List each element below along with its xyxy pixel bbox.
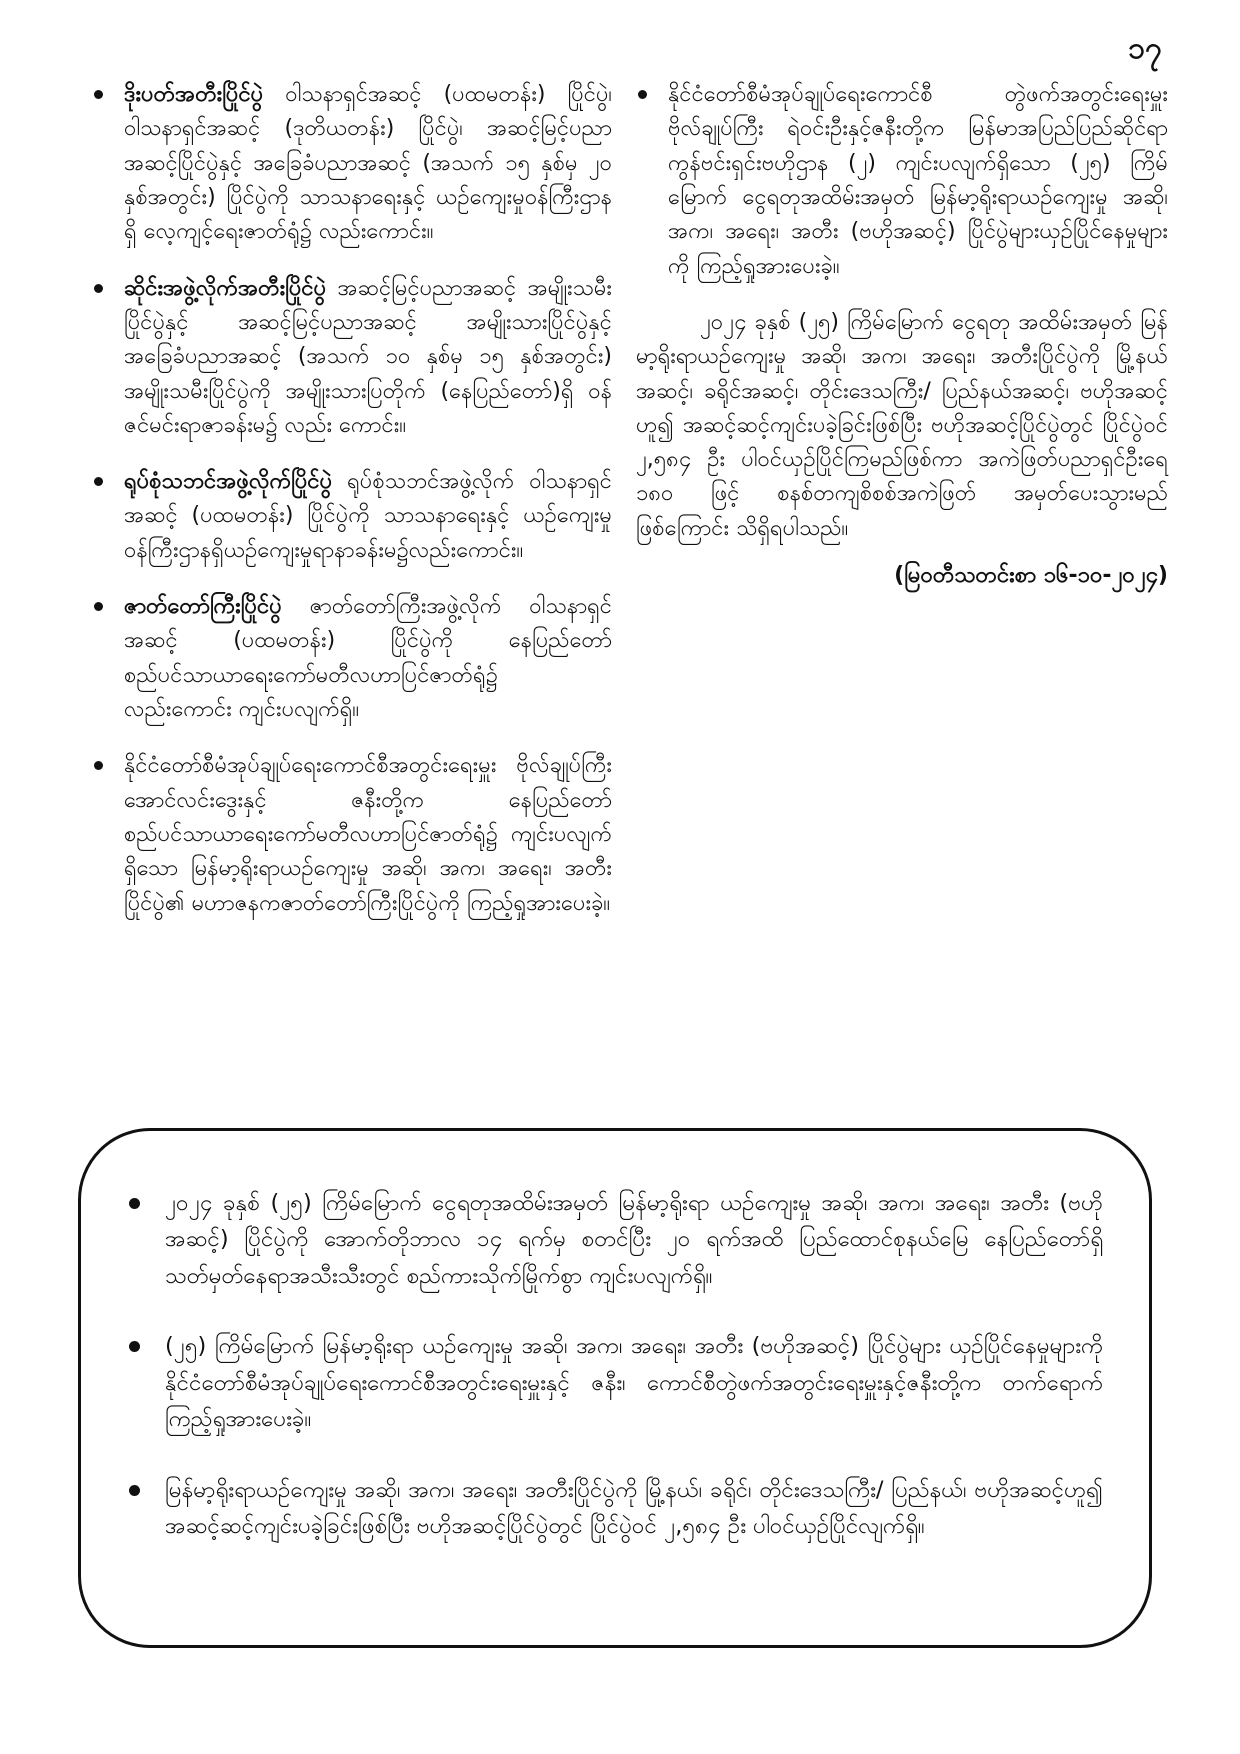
summary-item — [121, 1472, 1103, 1545]
body-paragraph: ၂၀၂၄ ခုနှစ် (၂၅) ကြိမ်မြောက် ငွေရတု အထိမ်းအမှတ် မြန်မာ့ရိုးရာယဉ်ကျေးမှု အဆို၊ အက၊ အရေး၊ အတီးပြိုင်ပွဲကို မြို့နယ်အဆင့်၊ ခရိုင်အဆင့်၊ တိုင်းဒေသကြီး/ ပြည်နယ်အဆင့်၊ ဗဟိုအဆင့်ဟူ၍ အဆင့်ဆင့်ကျင်းပခဲ့ခြင်းဖြစ်ပြီး ဗဟိုအဆင့်ပြိုင်ပွဲတွင် ပြိုင်ပွဲဝင် ၂,၅၈၄ ဦး ပါဝင်ယှဉ်ပြိုင်ကြမည်ဖြစ်ကာ အကဲဖြတ်ပညာရှင်ဦးရေ ၁၈၀ ဖြင့် စနစ်တကျစိစစ်အကဲဖြတ် အမှတ်ပေးသွားမည်ဖြစ်ကြောင်း သိရှိရပါသည်။ — [636, 309, 1168, 541]
left-bullet-list — [92, 78, 612, 921]
left-column — [92, 78, 612, 943]
bullet-icon — [94, 602, 103, 611]
bullet-icon — [94, 284, 103, 293]
item-heading: ဇာတ်တော်ကြီးပြိုင်ပွဲ — [124, 594, 282, 620]
summary-item — [121, 1328, 1103, 1437]
list-item — [92, 272, 612, 444]
item-text: နိုင်ငံတော်စီမံအုပ်ချုပ်ရေးကောင်စီအတွင်းရေးမှူး ဗိုလ်ချုပ်ကြီး အောင်လင်းဒွေးနှင့် ဇနီးတို့က နေပြည်တော် စည်ပင်သာယာရေးကော်မတီလဟာပြင်ဇာတ်ရုံ၌ ကျင်းပလျက်ရှိသော မြန်မာ့ရိုးရာယဉ်ကျေးမှု အဆို၊ အက၊ အရေး၊ အတီးပြိုင်ပွဲ၏ မဟာဇနကဇာတ်တော်ကြီးပြိုင်ပွဲကို ကြည့်ရှုအားပေးခဲ့။ — [124, 753, 612, 916]
list-item — [92, 749, 612, 921]
item-text: ဝါသနာရှင်အဆင့် (ပထမတန်း) ပြိုင်ပွဲ၊ ဝါသနာရှင်အဆင့် (ဒုတိယတန်း) ပြိုင်ပွဲ၊ အဆင့်မြင့်ပညာအဆင့်ပြိုင်ပွဲနှင့် အခြေခံပညာအဆင့် (အသက် ၁၅ နှစ်မှ ၂၀ နှစ်အတွင်း) ပြိုင်ပွဲကို သာသနာရေးနှင့် ယဉ်ကျေးမှုဝန်ကြီးဌာနရှိ လေ့ကျင့်ရေးဇာတ်ရုံ၌ လည်းကောင်း။ — [124, 82, 612, 245]
summary-box — [78, 1128, 1152, 1648]
item-text: အဆင့်မြင့်ပညာအဆင့် အမျိုးသမီးပြိုင်ပွဲနှင့် အဆင့်မြင့်ပညာအဆင့် အမျိုးသားပြိုင်ပွဲနှင့် အခြေခံပညာအဆင့် (အသက် ၁၀ နှစ်မှ ၁၅ နှစ်အတွင်း) အမျိုးသမီးပြိုင်ပွဲကို အမျိုးသားပြတိုက် (နေပြည်တော်)ရှိ ဝန်ဇင်မင်းရာဇာခန်းမ၌ လည်း ကောင်း။ — [124, 275, 612, 438]
source-citation: (မြဝတီသတင်းစာ ၁၆-၁၀-၂၀၂၄) — [894, 563, 1168, 589]
summary-text: မြန်မာ့ရိုးရာယဉ်ကျေးမှု အဆို၊ အက၊ အရေး၊ အတီးပြိုင်ပွဲကို မြို့နယ်၊ ခရိုင်၊ တိုင်းဒေသကြီး/ ပြည်နယ်၊ ဗဟိုအဆင့်ဟူ၍ အဆင့်ဆင့်ကျင်းပခဲ့ခြင်းဖြစ်ပြီး ဗဟိုအဆင့်ပြိုင်ပွဲတွင် ပြိုင်ပွဲဝင် ၂,၅၈၄ ဦး ပါဝင်ယှဉ်ပြိုင်လျက်ရှိ။ — [165, 1476, 1103, 1540]
bullet-icon — [94, 761, 103, 770]
bullet-icon — [129, 1198, 140, 1209]
bullet-icon — [638, 90, 647, 99]
bullet-icon — [94, 477, 103, 486]
right-bullet-list — [636, 78, 1168, 284]
list-item — [92, 78, 612, 250]
right-column — [636, 78, 1168, 593]
summary-item — [121, 1185, 1103, 1294]
page-number: ၁၇ — [1128, 31, 1162, 66]
list-item — [92, 590, 612, 727]
item-heading: ဒိုးပတ်အတီးပြိုင်ပွဲ — [124, 82, 264, 107]
bullet-icon — [129, 1341, 140, 1352]
list-item — [92, 465, 612, 568]
item-heading: ဆိုင်းအဖွဲ့လိုက်အတီးပြိုင်ပွဲ — [124, 275, 327, 301]
item-text: ရုပ်စုံသဘင်အဖွဲ့လိုက် ဝါသနာရှင်အဆင့် (ပထမတန်း) ပြိုင်ပွဲကို သာသနာရေးနှင့် ယဉ်ကျေးမှုဝန်ကြီးဌာနရှိယဉ်ကျေးမှုရာနာခန်းမ၌လည်းကောင်း။ — [124, 469, 612, 563]
list-item — [636, 78, 1168, 284]
item-text: နိုင်ငံတော်စီမံအုပ်ချုပ်ရေးကောင်စီ တွဲဖက်အတွင်းရေးမှူး ဗိုလ်ချုပ်ကြီး ရဲဝင်းဦးနှင့်ဇနီးတို့က မြန်မာအပြည်ပြည်ဆိုင်ရာ ကွန်ဗင်းရှင်းဗဟိုဌာန (၂) ကျင်းပလျက်ရှိသော (၂၅) ကြိမ်မြောက် ငွေရတုအထိမ်းအမှတ် မြန်မာ့ရိုးရာယဉ်ကျေးမှု အဆို၊ အက၊ အရေး၊ အတီး (ဗဟိုအဆင့်) ပြိုင်ပွဲများယှဉ်ပြိုင်နေမှုများကို ကြည့်ရှုအားပေးခဲ့။ — [668, 82, 1168, 279]
bullet-icon — [94, 90, 103, 99]
bullet-icon — [129, 1485, 140, 1496]
item-heading: ရုပ်စုံသဘင်အဖွဲ့လိုက်ပြိုင်ပွဲ — [124, 469, 333, 495]
summary-bullet-list — [121, 1185, 1103, 1545]
item-text: ဇာတ်တော်ကြီးအဖွဲ့လိုက် ဝါသနာရှင်အဆင့် (ပထမတန်း) ပြိုင်ပွဲကို နေပြည်တော် စည်ပင်သာယာရေးကော်မတီလဟာပြင်ဇာတ်ရုံ၌ လည်းကောင်း ကျင်းပလျက်ရှိ။ — [124, 594, 612, 722]
summary-text: (၂၅) ကြိမ်မြောက် မြန်မာ့ရိုးရာ ယဉ်ကျေးမှု အဆို၊ အက၊ အရေး၊ အတီး (ဗဟိုအဆင့်) ပြိုင်ပွဲများ ယှဉ်ပြိုင်နေမှုများကို နိုင်ငံတော်စီမံအုပ်ချုပ်ရေးကောင်စီအတွင်းရေးမှူးနှင့် ဇနီး၊ ကောင်စီတွဲဖက်အတွင်းရေးမှူးနှင့်ဇနီးတို့က တက်ရောက်ကြည့်ရှုအားပေးခဲ့။ — [165, 1333, 1103, 1433]
summary-text: ၂၀၂၄ ခုနှစ် (၂၅) ကြိမ်မြောက် ငွေရတုအထိမ်းအမှတ် မြန်မာ့ရိုးရာ ယဉ်ကျေးမှု အဆို၊ အက၊ အရေး၊ အတီး (ဗဟိုအဆင့်) ပြိုင်ပွဲကို အောက်တိုဘာလ ၁၄ ရက်မှ စတင်ပြီး ၂၀ ရက်အထိ ပြည်ထောင်စုနယ်မြေ နေပြည်တော်ရှိ သတ်မှတ်နေရာအသီးသီးတွင် စည်ကားသိုက်မြိုက်စွာ ကျင်းပလျက်ရှိ။ — [165, 1190, 1103, 1289]
